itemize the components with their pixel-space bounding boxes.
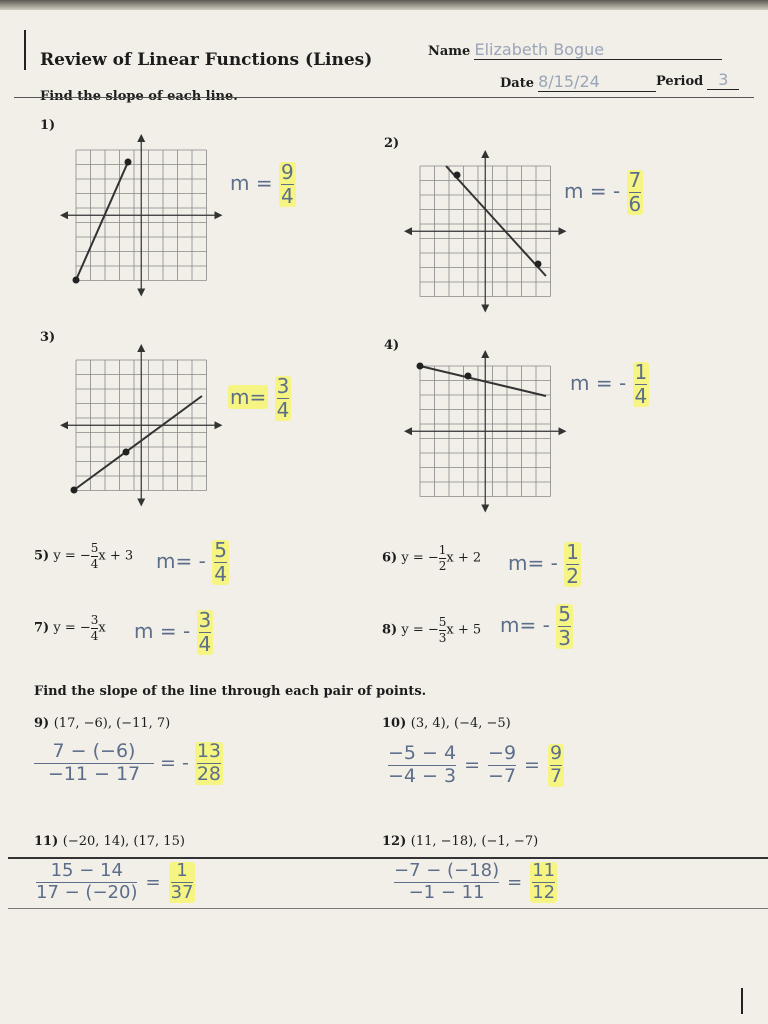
- axis-arrow: [60, 421, 68, 429]
- problem-10-number: 10): [382, 716, 407, 731]
- axis-arrow: [481, 505, 489, 513]
- problem-8-suffix: x + 5: [446, 622, 482, 638]
- work-10-mid-num: −9: [488, 742, 517, 764]
- graph-4-point-a: [417, 363, 424, 370]
- graph-1-line: [76, 162, 128, 280]
- work-12-numerator: −7 − (−18): [394, 860, 500, 881]
- problem-7-number: 7): [34, 620, 50, 636]
- problem-12-points: (11, −18), (−1, −7): [410, 834, 539, 849]
- divider-line: [8, 857, 768, 859]
- problem-5-suffix: x + 3: [98, 548, 134, 564]
- answer-5-numerator: 5: [214, 538, 227, 562]
- answer-6: [508, 542, 581, 587]
- work-9-numerator: 7 − (−6): [52, 740, 136, 762]
- answer-7-denominator: 4: [198, 632, 212, 656]
- edge-mark: [741, 988, 743, 1014]
- work-9: [34, 742, 223, 785]
- axis-arrow: [215, 211, 223, 219]
- answer-8-denominator: 3: [558, 626, 571, 650]
- work-10-mid-den: −7: [488, 764, 517, 787]
- answer-1: [230, 162, 296, 207]
- answer-3-lhs: m=: [230, 385, 267, 409]
- answer-7-numerator: 3: [198, 608, 212, 632]
- date-value: 8/15/24: [538, 72, 656, 92]
- worksheet-title: Review of Linear Functions (Lines): [40, 50, 373, 70]
- work-10-equals-2: =: [524, 754, 540, 777]
- problem-7-suffix: x: [98, 620, 106, 636]
- answer-1-fraction: [279, 162, 296, 207]
- axis-arrow: [137, 289, 145, 297]
- answer-6-denominator: 2: [566, 564, 579, 588]
- answer-2-lhs: m = -: [564, 179, 621, 203]
- answer-6-numerator: 1: [566, 540, 579, 564]
- answer-3: [228, 376, 291, 421]
- answer-3-numerator: 3: [276, 374, 290, 398]
- graph-3: [60, 340, 230, 515]
- problem-9-points: (17, −6), (−11, 7): [53, 716, 171, 731]
- work-10-numerator: −5 − 4: [388, 742, 457, 764]
- name-field: [428, 40, 722, 60]
- axis-arrow: [404, 227, 412, 235]
- work-9-equals: = -: [160, 752, 189, 775]
- answer-8-numerator: 5: [558, 602, 571, 626]
- problem-4-number: 4): [384, 338, 400, 353]
- work-11-numerator: 15 − 14: [50, 860, 123, 881]
- problem-7-prefix: y = −: [53, 620, 91, 636]
- problem-9: [34, 716, 170, 731]
- problem-12-number: 12): [382, 834, 407, 849]
- graph-2-point-a: [454, 172, 461, 179]
- period-field: [656, 70, 739, 90]
- work-11-answer-num: 1: [176, 860, 188, 881]
- work-10-equals: =: [464, 754, 481, 777]
- problem-6: [382, 544, 481, 572]
- problem-5-coef-den: 4: [90, 556, 99, 571]
- answer-1-denominator: 4: [280, 184, 294, 208]
- answer-5-lhs: m= -: [156, 549, 206, 573]
- problem-6-coef-den: 2: [438, 558, 447, 573]
- graph-1-point-b: [125, 159, 132, 166]
- problem-12: [382, 834, 538, 849]
- problem-10-points: (3, 4), (−4, −5): [410, 716, 511, 731]
- work-11: [36, 862, 195, 903]
- work-11-denominator: 17 − (−20): [36, 881, 138, 903]
- problem-8: [382, 616, 481, 644]
- graph-2-point-b: [535, 261, 542, 268]
- work-10-denominator: −4 − 3: [388, 764, 457, 787]
- work-9-denominator: −11 − 17: [47, 762, 141, 785]
- problem-6-prefix: y = −: [401, 550, 439, 566]
- problem-6-suffix: x + 2: [446, 550, 482, 566]
- work-11-answer-den: 37: [170, 881, 194, 903]
- graph-1: [60, 130, 230, 305]
- answer-5-denominator: 4: [214, 562, 227, 586]
- problem-8-coef-num: 5: [438, 615, 447, 629]
- graph-2-grid: [404, 150, 567, 313]
- graph-2: [404, 146, 574, 321]
- bottom-rule: [8, 908, 768, 909]
- margin-mark: [24, 30, 26, 70]
- axis-arrow: [481, 350, 489, 358]
- problem-1-number: 1): [40, 118, 56, 133]
- graph-4-grid: [404, 350, 567, 513]
- axis-arrow: [137, 134, 145, 142]
- graph-4: [404, 346, 574, 521]
- axis-arrow: [215, 421, 223, 429]
- axis-arrow: [559, 427, 567, 435]
- axis-arrow: [404, 427, 412, 435]
- answer-2-fraction: [627, 170, 644, 215]
- answer-3-fraction: [275, 376, 292, 421]
- period-label: Period: [656, 74, 704, 89]
- problem-8-prefix: y = −: [401, 622, 439, 638]
- graph-1-point-a: [73, 277, 80, 284]
- answer-4-fraction: [633, 362, 650, 407]
- answer-8-lhs: m= -: [500, 613, 550, 637]
- answer-5: [156, 540, 229, 585]
- answer-8: [500, 604, 573, 649]
- answer-4-numerator: 1: [634, 360, 648, 384]
- problem-9-number: 9): [34, 716, 50, 731]
- answer-4: [570, 362, 649, 407]
- answer-2-denominator: 6: [628, 192, 642, 216]
- work-10-answer-den: 7: [549, 764, 563, 787]
- problem-3-number: 3): [40, 330, 56, 345]
- graph-1-grid: [60, 134, 223, 297]
- section2-instruction: Find the slope of the line through each pair of points.: [34, 684, 427, 699]
- name-label: Name: [428, 44, 471, 59]
- problem-5-coef-num: 5: [90, 541, 99, 555]
- problem-10: [382, 716, 511, 731]
- name-value: Elizabeth Bogue: [474, 40, 722, 60]
- problem-8-coef-den: 3: [438, 630, 447, 645]
- graph-3-point-b: [123, 449, 130, 456]
- work-9-answer-den: 28: [196, 762, 222, 785]
- answer-1-numerator: 9: [280, 160, 294, 184]
- graph-4-point-b: [465, 373, 472, 380]
- answer-4-denominator: 4: [634, 384, 648, 408]
- axis-arrow: [137, 344, 145, 352]
- problem-5: [34, 542, 133, 570]
- work-12-answer-den: 12: [532, 881, 556, 903]
- axis-arrow: [481, 305, 489, 313]
- axis-arrow: [60, 211, 68, 219]
- problem-7-coef-den: 4: [90, 628, 99, 643]
- work-12-answer-num: 11: [532, 860, 556, 881]
- problem-5-prefix: y = −: [53, 548, 91, 564]
- date-label: Date: [500, 76, 534, 91]
- problem-7: [34, 614, 106, 642]
- work-12-denominator: −1 − 11: [408, 881, 485, 903]
- work-12-equals: =: [507, 871, 523, 893]
- section1-instruction: Find the slope of each line.: [40, 89, 238, 104]
- problem-11-number: 11): [34, 834, 59, 849]
- work-10: [388, 744, 564, 787]
- problem-5-number: 5): [34, 548, 50, 564]
- answer-7-lhs: m = -: [134, 619, 191, 643]
- work-9-answer-num: 13: [196, 740, 222, 762]
- problem-11-points: (−20, 14), (17, 15): [62, 834, 185, 849]
- answer-6-lhs: m= -: [508, 551, 558, 575]
- graph-4-line: [420, 366, 546, 396]
- answer-4-lhs: m = -: [570, 371, 627, 395]
- header-rule: [14, 97, 754, 98]
- page-top-edge: [0, 0, 768, 10]
- answer-2: [564, 170, 643, 215]
- work-11-equals: =: [145, 871, 161, 893]
- problem-8-number: 8): [382, 622, 398, 638]
- answer-7: [134, 610, 213, 655]
- problem-11: [34, 834, 185, 849]
- axis-arrow: [559, 227, 567, 235]
- graph-2-line: [446, 166, 546, 276]
- axis-arrow: [481, 150, 489, 158]
- problem-7-coef-num: 3: [90, 613, 99, 627]
- answer-2-numerator: 7: [628, 168, 642, 192]
- answer-1-lhs: m =: [230, 171, 273, 195]
- work-12: [394, 862, 557, 903]
- answer-3-denominator: 4: [276, 398, 290, 422]
- axis-arrow: [137, 499, 145, 507]
- problem-6-coef-num: 1: [438, 543, 447, 557]
- problem-6-number: 6): [382, 550, 398, 566]
- period-value: 3: [707, 70, 739, 90]
- date-field: [500, 72, 656, 92]
- graph-3-point-a: [71, 487, 78, 494]
- work-10-answer-num: 9: [549, 742, 563, 764]
- problem-2-number: 2): [384, 136, 400, 151]
